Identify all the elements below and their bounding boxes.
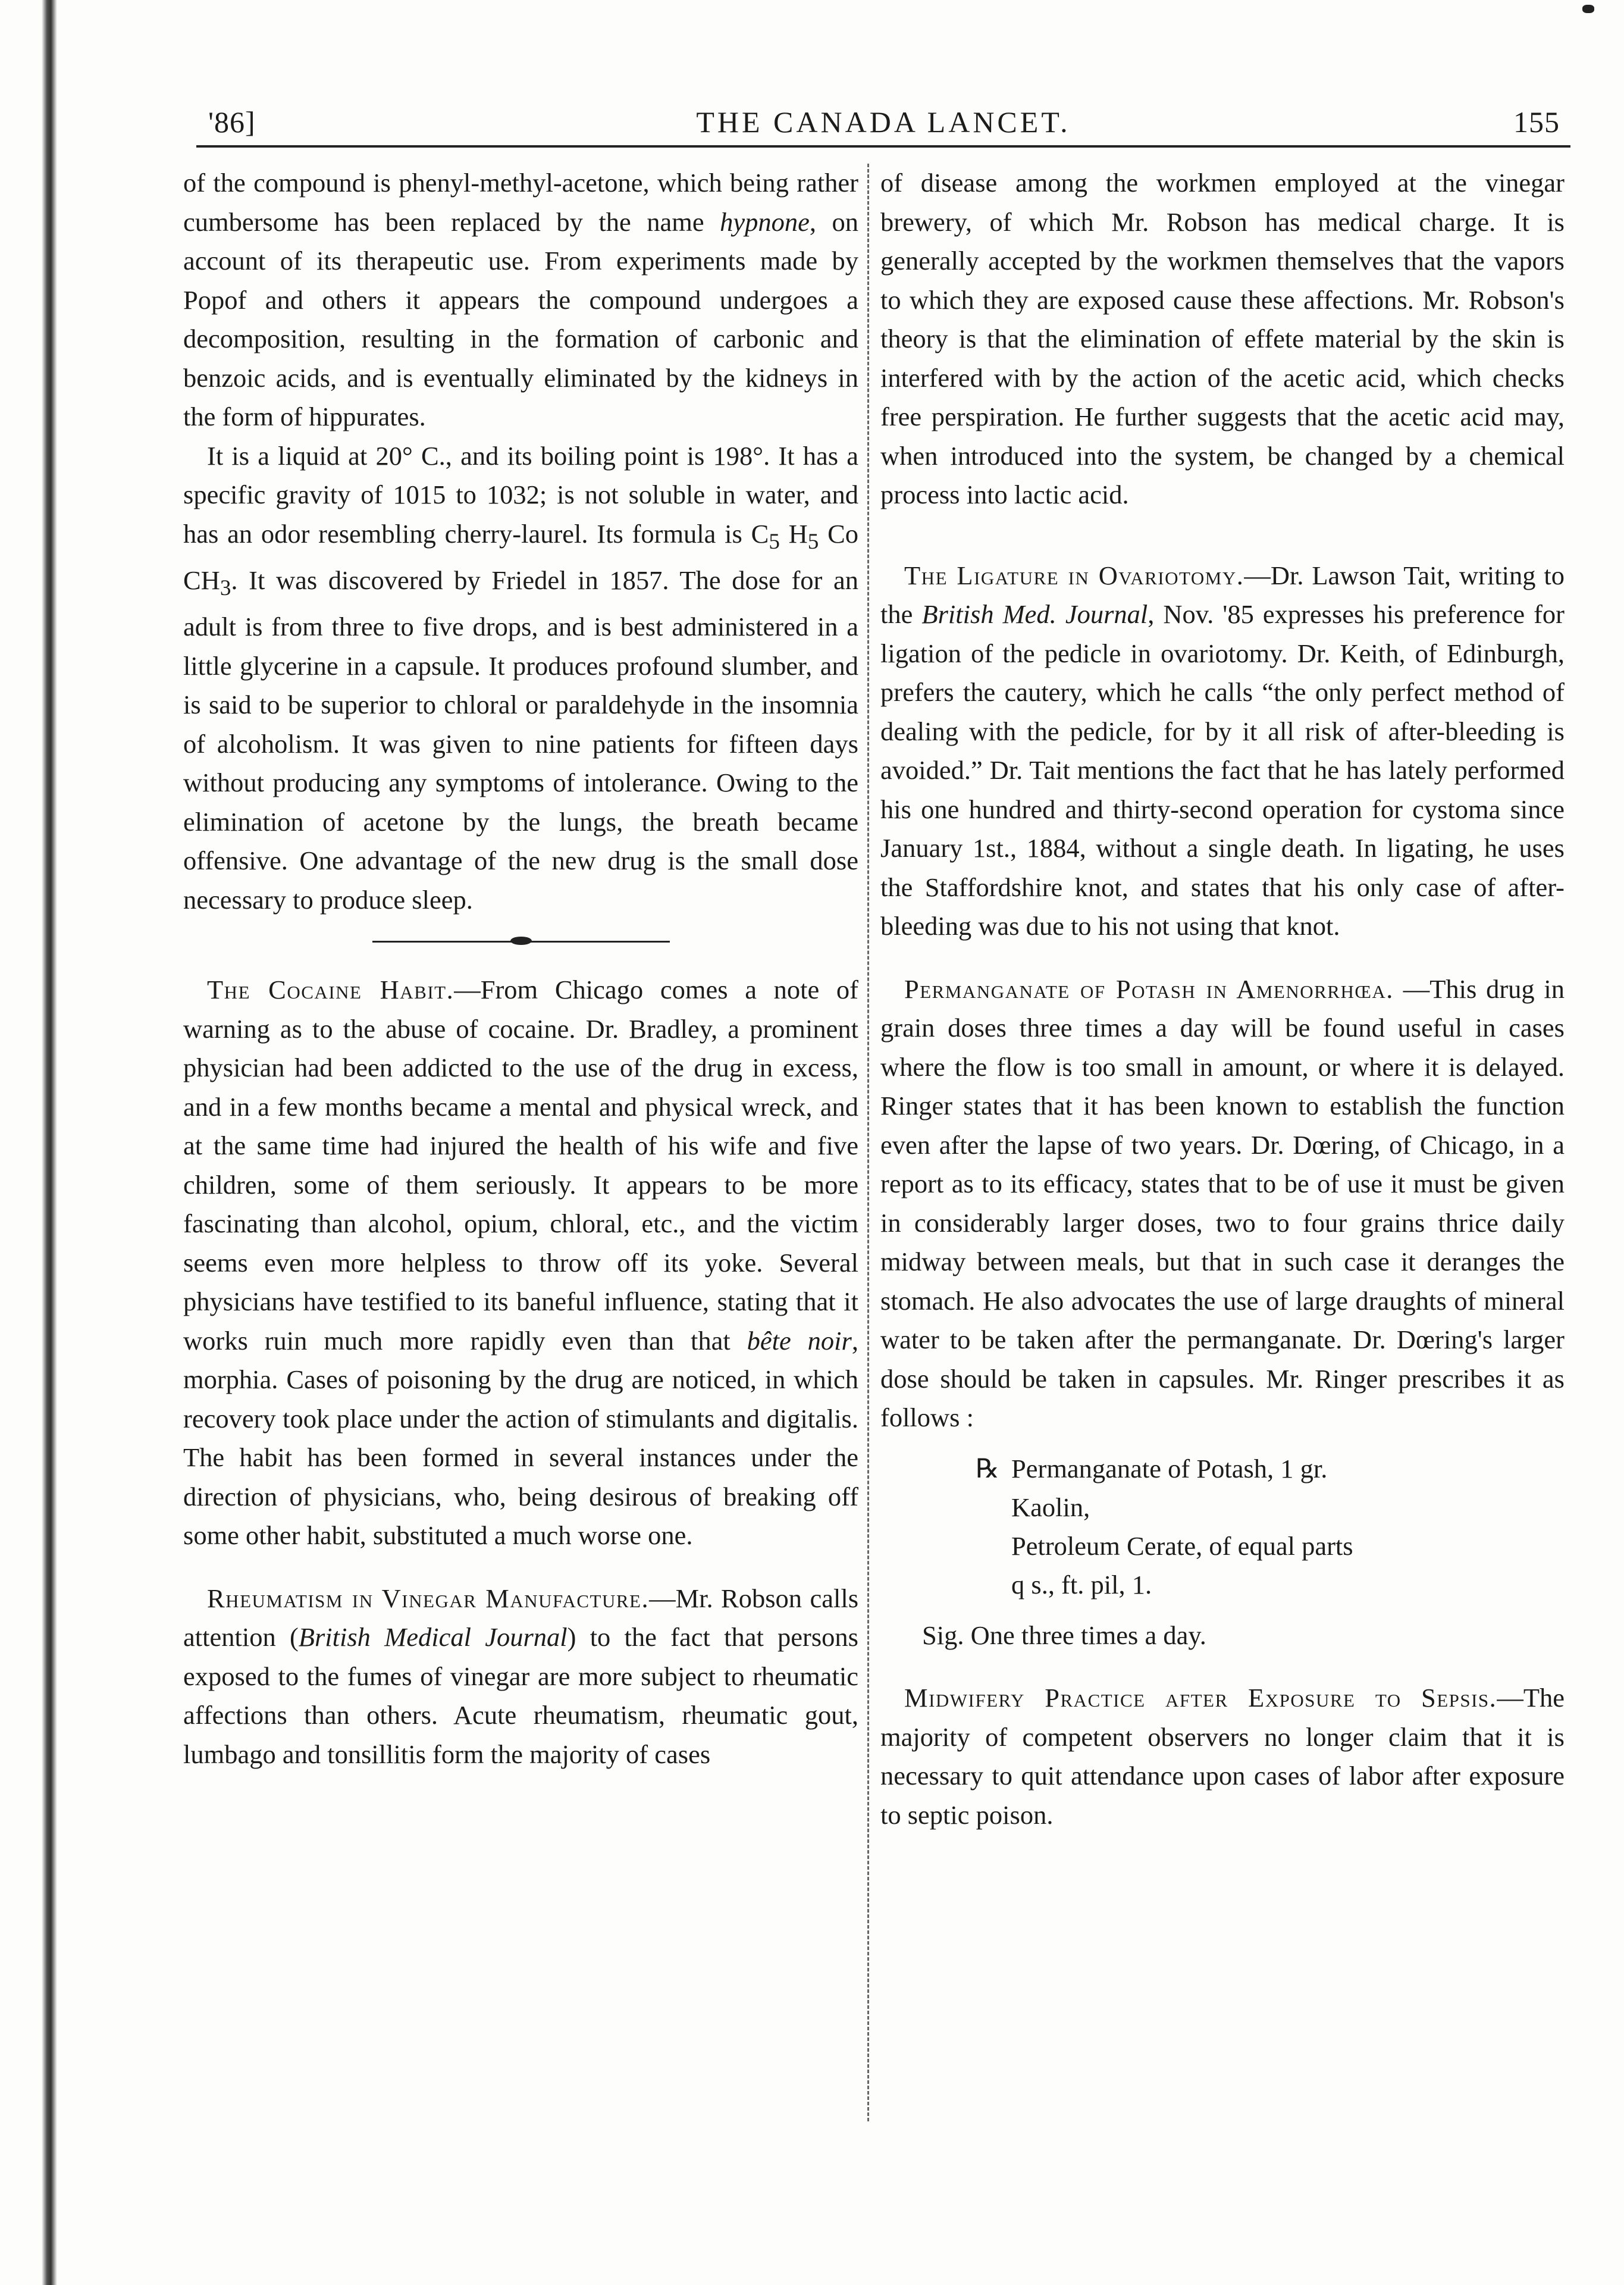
page-number: 155 [1513,105,1560,139]
header-year: '86] [208,105,256,139]
cocaine-article: The Cocaine Habit.—From Chicago comes a note of warning as to the abuse of cocaine. Dr. Bradley, a prominent physician had been addicted to the use of the drug in excess, and in a few months became a mental and physical wreck, and at the same time had injured the health of his wife and five children, some of them seriously. It appears to be more fascinating than alcohol, opium, chloral, etc., and the victim seems even more helpless to throw off its yoke. Several physicians have testified to its baneful influence, stating that it works ruin much more rapidly even than that bête noir, morphia. Cases of poisoning by the drug are noticed, in which recovery took place under the action of stimulants and digitalis. The habit has been formed in several instances under the direction of physicians, who, being desirous of breaking off some other habit, substituted a much worse one. [183,975,858,1551]
page-header [196,100,1570,148]
rx-line: Kaolin, [1011,1492,1090,1522]
rx-line: q s., ft. pil, 1. [1011,1569,1152,1600]
signa: Sig. One three times a day. [922,1620,1206,1650]
recipe-symbol: ℞ [976,1453,999,1483]
rx-line: Permanganate of Potash, 1 gr. [1011,1453,1328,1483]
corner-ink-mark [1582,5,1594,13]
column-divider [867,164,869,2121]
left-column [183,164,858,1774]
journal-title: THE CANADA LANCET. [696,105,1071,139]
right-column [880,164,1565,1835]
ligature-article: The Ligature in Ovariotomy.—Dr. Lawson Tait, writing to the British Med. Journal, Nov. '85 expresses his preference for ligation of the pedicle in ovariotomy. Dr. Keith, of Edinburgh, prefers the cautery, which he calls “the only perfect method of dealing with the pedicle, for by it all risk of after-bleeding is avoided.” Dr. Tait mentions the fact that he has lately performed his one hundred and thirty-second operation for cystoma since January 1st., 1884, without a single death. In ligating, he uses the Staffordshire knot, and states that his only case of after-bleeding was due to his not using that knot. [880,560,1565,941]
hypnone-paragraph-2: It is a liquid at 20° C., and its boiling point is 198°. It has a specific gravity of 1015 to 1032; is not soluble in water, and has an odor resembling cherry-laurel. Its formula is $C_5$ $H_5$ Co $CH_3$. It was discovered by Friedel in 1857. The dose for an adult is from three to five drops, and is best administered in a little glycerine in a capsule. It produces profound slumber, and is said to be superior to chloral or paraldehyde in the insomnia of alcoholism. It was given to nine patients for fifteen days without producing any symptoms of intolerance. Owing to the elimination of acetone by the lungs, the breath became offensive. One advantage of the new drug is the small dose necessary to produce sleep. [183,440,859,915]
ligature-heading: The Ligature in Ovariotomy. [904,560,1244,590]
header-rule [196,145,1570,148]
hypnone-paragraph-1: of the compound is phenyl-methyl-acetone, which being rather cumbersome has been replaced by the name hypnone, on account of its therapeutic use. From experiments made by Popof and others it appears the compound undergoes a decomposition, resulting in the formation of carbonic and benzoic acids, and is eventually eliminated by the kidneys in the form of hippurates. [183,168,858,431]
rx-line: Petroleum Cerate, of equal parts [1011,1530,1353,1561]
midwifery-article: Midwifery Practice after Exposure to Sepsis.—The majority of competent observers no longer claim that it is necessary to quit attendance upon cases of labor after exposure to septic poison. [880,1683,1565,1830]
cocaine-heading: The Cocaine Habit. [207,975,454,1005]
binding-edge-shadow [42,0,57,2285]
midwifery-heading: Midwifery Practice after Exposure to Sepsis. [904,1683,1497,1713]
rheumatism-article: Rheumatism in Vinegar Manufacture.—Mr. Robson calls attention (British Medical Journal) to the fact that persons exposed to the fumes of vinegar are more subject to rheumatic affections than others. Acute rheumatism, rheumatic gout, lumbago and tonsillitis form the majority of cases [183,1583,859,1769]
rheumatism-continuation: of disease among the workmen employed at the vinegar brewery, of which Mr. Robson has medical charge. It is generally accepted by the workmen themselves that the vapors to which they are exposed cause these affections. Mr. Robson's theory is that the elimination of effete material by the skin is interfered with by the action of the acetic acid, which checks free perspiration. He further suggests that the acetic acid may, when introduced into the system, be changed by a chemical process into lactic acid. [880,168,1565,509]
rheumatism-heading: Rheumatism in Vinegar Manufacture. [207,1583,650,1613]
section-divider [372,936,670,947]
hypnone-term: hypnone [720,206,810,237]
permanganate-heading: Permanganate of Potash in Amenorrhœa. [904,974,1394,1004]
permanganate-article: Permanganate of Potash in Amenorrhœa. —This drug in grain doses three times a day will be found useful in cases where the flow is too small in amount, or where it is delayed. Ringer states that it has been known to establish the function even after the lapse of two years. Dr. Dœring, of Chicago, in a report as to its efficacy, states that to be of use it must be given in considerably larger doses, two to four grains thrice daily midway between meals, but that in such case it deranges the stomach. He also advocates the use of large draughts of mineral water to be taken after the permanganate. Dr. Dœring's larger dose should be taken in capsules. Mr. Ringer prescribes it as follows : [880,974,1565,1432]
prescription [880,1450,1565,1604]
